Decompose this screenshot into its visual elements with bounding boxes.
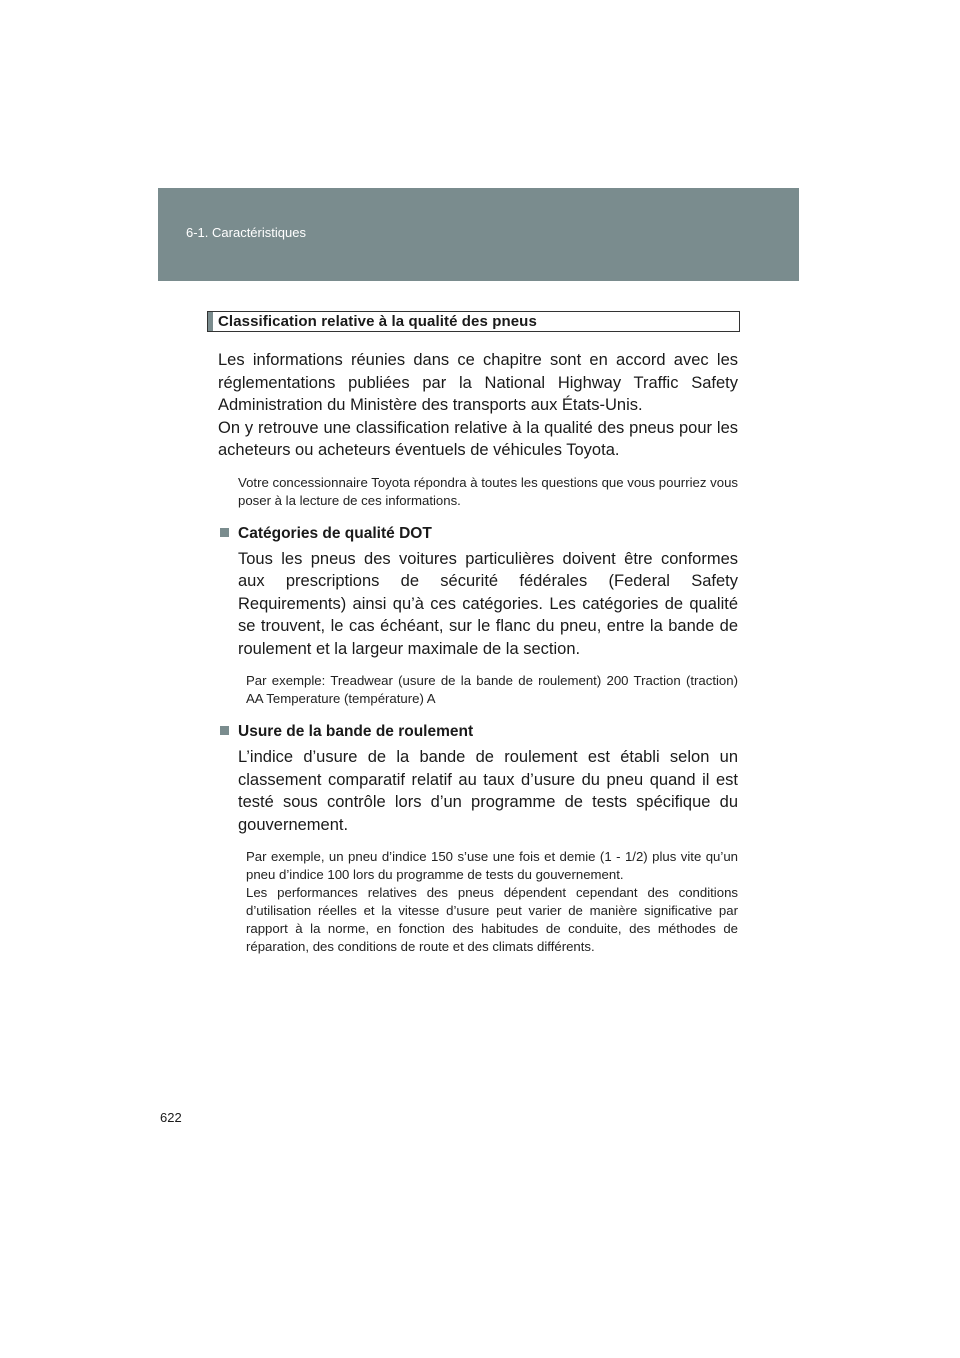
page-number: 622 (160, 1110, 182, 1125)
subsection-dot-grades (218, 524, 738, 709)
section-label: 6-1. Caractéristiques (186, 225, 306, 240)
intro-paragraph: Les informations réunies dans ce chapitre sont en accord avec les réglementations publiées par la National Highway Traffic Safety Administration du Ministère des transports aux États-Unis. (218, 351, 738, 414)
subsection-treadwear (218, 722, 738, 956)
subsection-heading: Catégories de qualité DOT (238, 524, 432, 542)
subsection-heading: Usure de la bande de roulement (238, 723, 474, 740)
title-accent-bar (208, 312, 213, 331)
section-title: Classification relative à la qualité des pneus (218, 313, 537, 330)
intro-paragraph-2: On y retrouve une classification relative à la qualité des pneus pour les acheteurs ou acheteurs éventuels de véhicules Toyota. (218, 418, 738, 459)
subsection-note: Par exemple: Treadwear (usure de la bande de roulement) 200 Traction (traction) AA Temperature (température) A (246, 673, 738, 706)
intro-note: Votre concessionnaire Toyota répondra à toutes les questions que vous pourriez vous poser à la lecture de ces informations. (238, 474, 738, 508)
subsection-body: Tous les pneus des voitures particulières doivent être conformes aux prescriptions de sécurité fédérales (Federal Safety Requirements) ainsi qu’à ces catégories. Les catégories de qualité se trouvent, le cas échéant, sur le flanc du pneu, entre la bande de roulement et la largeur maximale de la section. (238, 549, 738, 658)
subsection-body: L’indice d’usure de la bande de roulement est établi selon un classement comparatif relatif au taux d’usure du pneu quand il est testé sous contrôle lors d’un programme de tests spécifique du gouvernement. (238, 748, 738, 834)
square-bullet-icon (220, 726, 229, 735)
chapter-header-band (158, 188, 799, 281)
subsection-note: Par exemple, un pneu d’indice 150 s’use une fois et demie (1 - 1/2) plus vite qu’un pneu d’indice 100 lors du programme de tests du gouvernement. (246, 849, 738, 882)
square-bullet-icon (220, 528, 229, 537)
section-title-box (207, 311, 740, 332)
page-content (218, 311, 738, 956)
subsection-note-2: Les performances relatives des pneus dépendent cependant des conditions d’utilisation réelles et la vitesse d’usure peut varier de manière significative par rapport à la norme, en fonction des habitudes de conduite, des méthodes de réparation, des conditions de route et des climats différents. (246, 885, 738, 954)
